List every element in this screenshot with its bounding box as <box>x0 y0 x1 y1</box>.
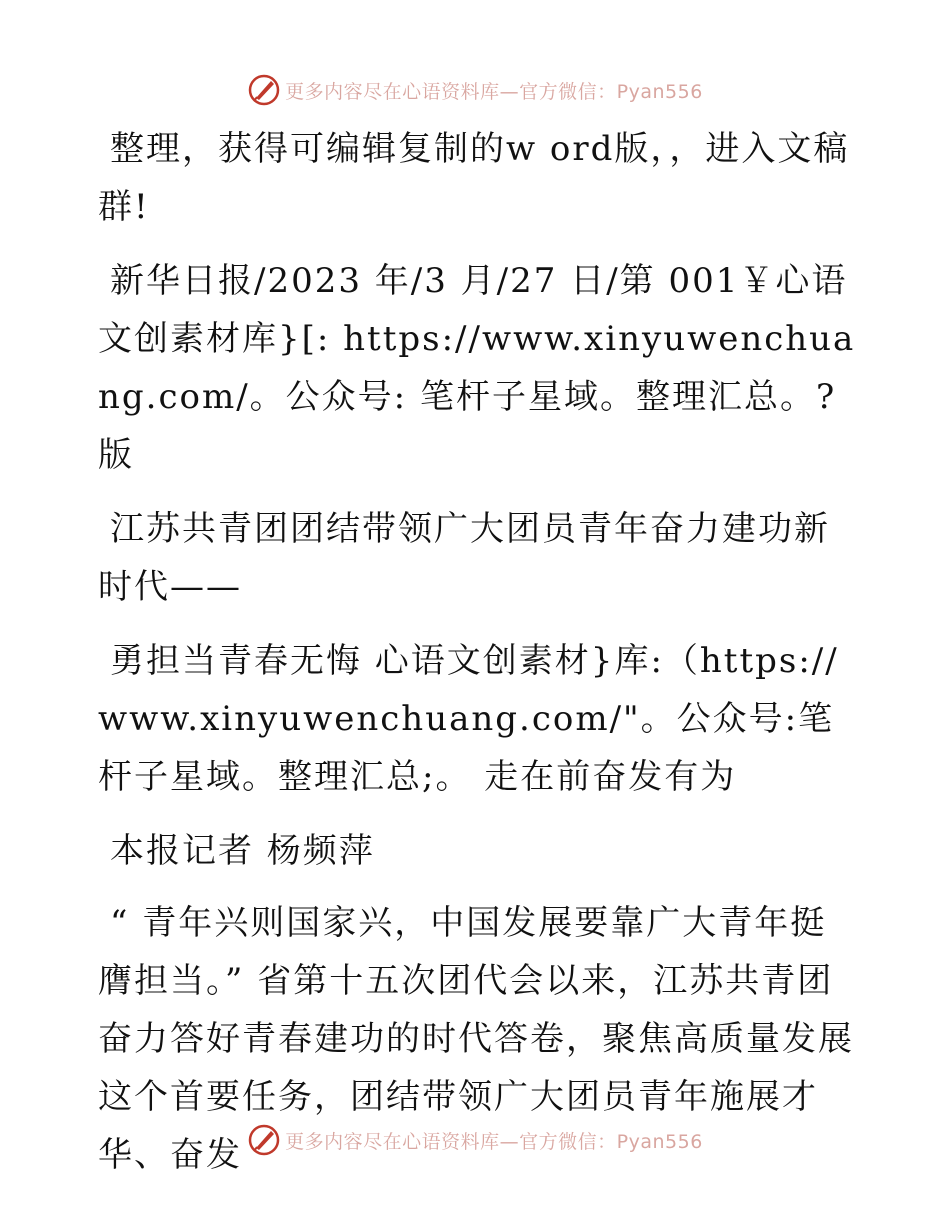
header-watermark-text: 更多内容尽在心语资料库—官方微信：Pyan556 <box>285 80 703 103</box>
paragraph-body: “ 青年兴则国家兴，中国发展要靠广大青年挺膺担当。” 省第十五次团代会以来，江苏共青团奋力答好青春建功的时代答卷，聚焦高质量发展这个首要任务，团结带领广大团员青年施展才华、奋发 <box>98 903 854 1175</box>
quill-pen-logo-icon <box>247 1123 281 1157</box>
paragraph-byline: 本报记者 杨频萍 <box>110 831 375 871</box>
paragraph-source: 新华日报/2023 年/3 月/27 日/第 001￥心语文创素材库}[: https://www.xinyuwenchuang.com/。公众号: 笔杆子星域。整理汇总。? 版 <box>98 261 856 475</box>
quill-pen-logo-icon <box>247 73 281 107</box>
footer-watermark-banner <box>0 1120 950 1160</box>
header-watermark-banner <box>0 70 950 110</box>
paragraph-headline: 江苏共青团团结带领广大团员青年奋力建功新时代—— <box>98 509 830 607</box>
document-body <box>98 120 858 1200</box>
footer-watermark-text: 更多内容尽在心语资料库—官方微信：Pyan556 <box>285 1130 703 1153</box>
paragraph-intro: 整理，获得可编辑复制的w ord版，，进入文稿群! <box>98 129 850 227</box>
paragraph-subheadline: 勇担当青春无悔 心语文创素材}库:（https://www.xinyuwenchuang.com/"。公众号:笔杆子星域。整理汇总;。 走在前奋发有为 <box>98 641 839 797</box>
